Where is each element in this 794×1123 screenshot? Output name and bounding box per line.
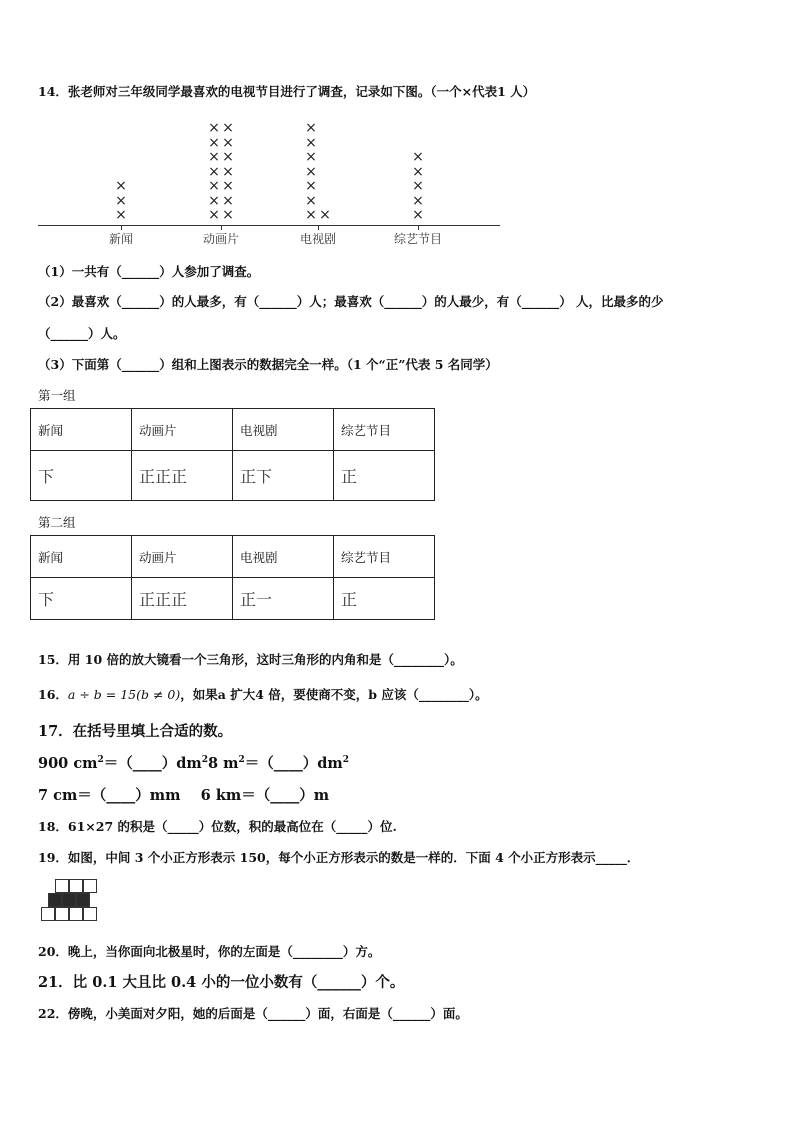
group2-header: 电视剧	[233, 536, 334, 578]
tally-mark: ×	[412, 163, 424, 180]
group1-cell: 下	[31, 451, 132, 501]
square-figure	[40, 879, 102, 927]
tally-mark: ×	[305, 207, 317, 223]
small-square	[69, 907, 83, 921]
chart-axis	[38, 225, 500, 226]
q17-part: 8 m	[208, 755, 239, 772]
tally-mark: ×	[222, 163, 234, 180]
small-square-dark	[48, 893, 62, 907]
tally-mark: ×	[412, 178, 424, 194]
q16	[38, 685, 488, 703]
group2-header: 新闻	[31, 536, 132, 578]
group1-cell: 正	[334, 451, 435, 501]
tally-mark: ×	[412, 207, 424, 223]
group2-header: 综艺节目	[334, 536, 435, 578]
group1-cell: 正下	[233, 451, 334, 501]
tally-mark: ×	[305, 163, 317, 180]
small-square	[69, 879, 83, 893]
group2-cell: 正一	[233, 578, 334, 620]
category-label: 动画片	[202, 232, 239, 246]
tally-mark: ×	[115, 192, 127, 209]
group2-label: 第二组	[38, 515, 76, 530]
q14-sub2b: （______）人。	[38, 326, 126, 341]
tally-mark: ×	[208, 149, 220, 165]
category-label: 综艺节目	[393, 232, 442, 246]
group1-header: 新闻	[31, 409, 132, 451]
group2-table	[30, 535, 435, 620]
tally-mark: ×	[305, 120, 317, 136]
tally-mark: ×	[222, 192, 234, 209]
small-square	[55, 879, 69, 893]
tally-mark: ×	[412, 149, 424, 165]
q17-part: ＝（____）dm	[103, 755, 202, 772]
small-square	[83, 879, 97, 893]
q22: 22．傍晚，小美面对夕阳，她的后面是（______）面，右面是（______）面。	[38, 1006, 468, 1021]
q17-part: ＝（____）dm	[244, 755, 343, 772]
small-square	[83, 907, 97, 921]
tally-mark: ×	[305, 149, 317, 165]
group1-label: 第一组	[38, 388, 76, 403]
category-label: 电视剧	[299, 232, 336, 246]
tally-chart	[38, 112, 508, 252]
tally-mark: ×	[222, 120, 234, 136]
tally-mark: ×	[222, 207, 234, 223]
group1-header: 动画片	[132, 409, 233, 451]
q17-line1	[38, 752, 349, 773]
q17-part: 900 cm	[38, 755, 98, 772]
tally-mark: ×	[305, 178, 317, 194]
q17-title: 17．在括号里填上合适的数。	[38, 723, 233, 740]
group2-cell: 正	[334, 578, 435, 620]
tally-mark: ×	[208, 163, 220, 180]
tally-mark: ×	[115, 178, 127, 194]
small-square	[41, 907, 55, 921]
superscript: 2	[238, 755, 245, 766]
group2-header: 动画片	[132, 536, 233, 578]
q14-sub1: （1）一共有（______）人参加了调查。	[38, 264, 260, 279]
tally-mark: ×	[222, 178, 234, 194]
group1-table	[30, 408, 435, 501]
q14-sub2a: （2）最喜欢（______）的人最多，有（______）人；最喜欢（______）的人最少，有（______） 人，比最多的少	[38, 294, 664, 309]
group1-cell: 正正正	[132, 451, 233, 501]
tally-mark: ×	[208, 120, 220, 136]
q16-number: 16．	[38, 687, 68, 702]
q14-title: 14．张老师对三年级同学最喜欢的电视节目进行了调查，记录如下图。（一个×代表1 人）	[38, 84, 536, 99]
q20: 20．晚上，当你面向北极星时，你的左面是（________）方。	[38, 944, 381, 959]
tally-mark: ×	[208, 207, 220, 223]
tally-mark: ×	[319, 207, 331, 223]
q17-line2: 7 cm＝（____）mm 6 km＝（____）m	[38, 787, 330, 804]
tally-mark: ×	[222, 134, 234, 151]
group2-cell: 正正正	[132, 578, 233, 620]
small-square-dark	[76, 893, 90, 907]
q16-expression: a ÷ b = 15(b ≠ 0)	[67, 687, 181, 702]
tally-mark: ×	[208, 134, 220, 151]
category-label: 新闻	[108, 232, 133, 246]
q15: 15．用 10 倍的放大镜看一个三角形，这时三角形的内角和是（________）。	[38, 652, 463, 667]
q21: 21．比 0.1 大且比 0.4 小的一位小数有（______）个。	[38, 974, 405, 991]
group1-header: 电视剧	[233, 409, 334, 451]
small-square-dark	[62, 893, 76, 907]
superscript: 2	[342, 755, 350, 766]
q18: 18．61×27 的积是（_____）位数，积的最高位在（_____）位.	[38, 819, 397, 834]
tally-mark: ×	[222, 149, 234, 165]
q19: 19．如图，中间 3 个小正方形表示 150，每个小正方形表示的数是一样的．下面 4 个小正方形表示_____．	[38, 850, 640, 865]
superscript: 2	[201, 755, 209, 766]
tally-mark: ×	[305, 134, 317, 151]
group1-header: 综艺节目	[334, 409, 435, 451]
superscript: 2	[97, 755, 104, 766]
tally-mark: ×	[208, 192, 220, 209]
tally-mark: ×	[305, 192, 317, 209]
tally-mark: ×	[115, 207, 127, 223]
tally-mark: ×	[208, 178, 220, 194]
tally-mark: ×	[412, 192, 424, 209]
q14-sub3: （3）下面第（______）组和上图表示的数据完全一样。（1 个“正”代表 5 名同学）	[38, 357, 498, 372]
q16-rest: ，如果a 扩大4 倍，要使商不变，b 应该（________）。	[180, 687, 488, 702]
small-square	[55, 907, 69, 921]
group2-cell: 下	[31, 578, 132, 620]
